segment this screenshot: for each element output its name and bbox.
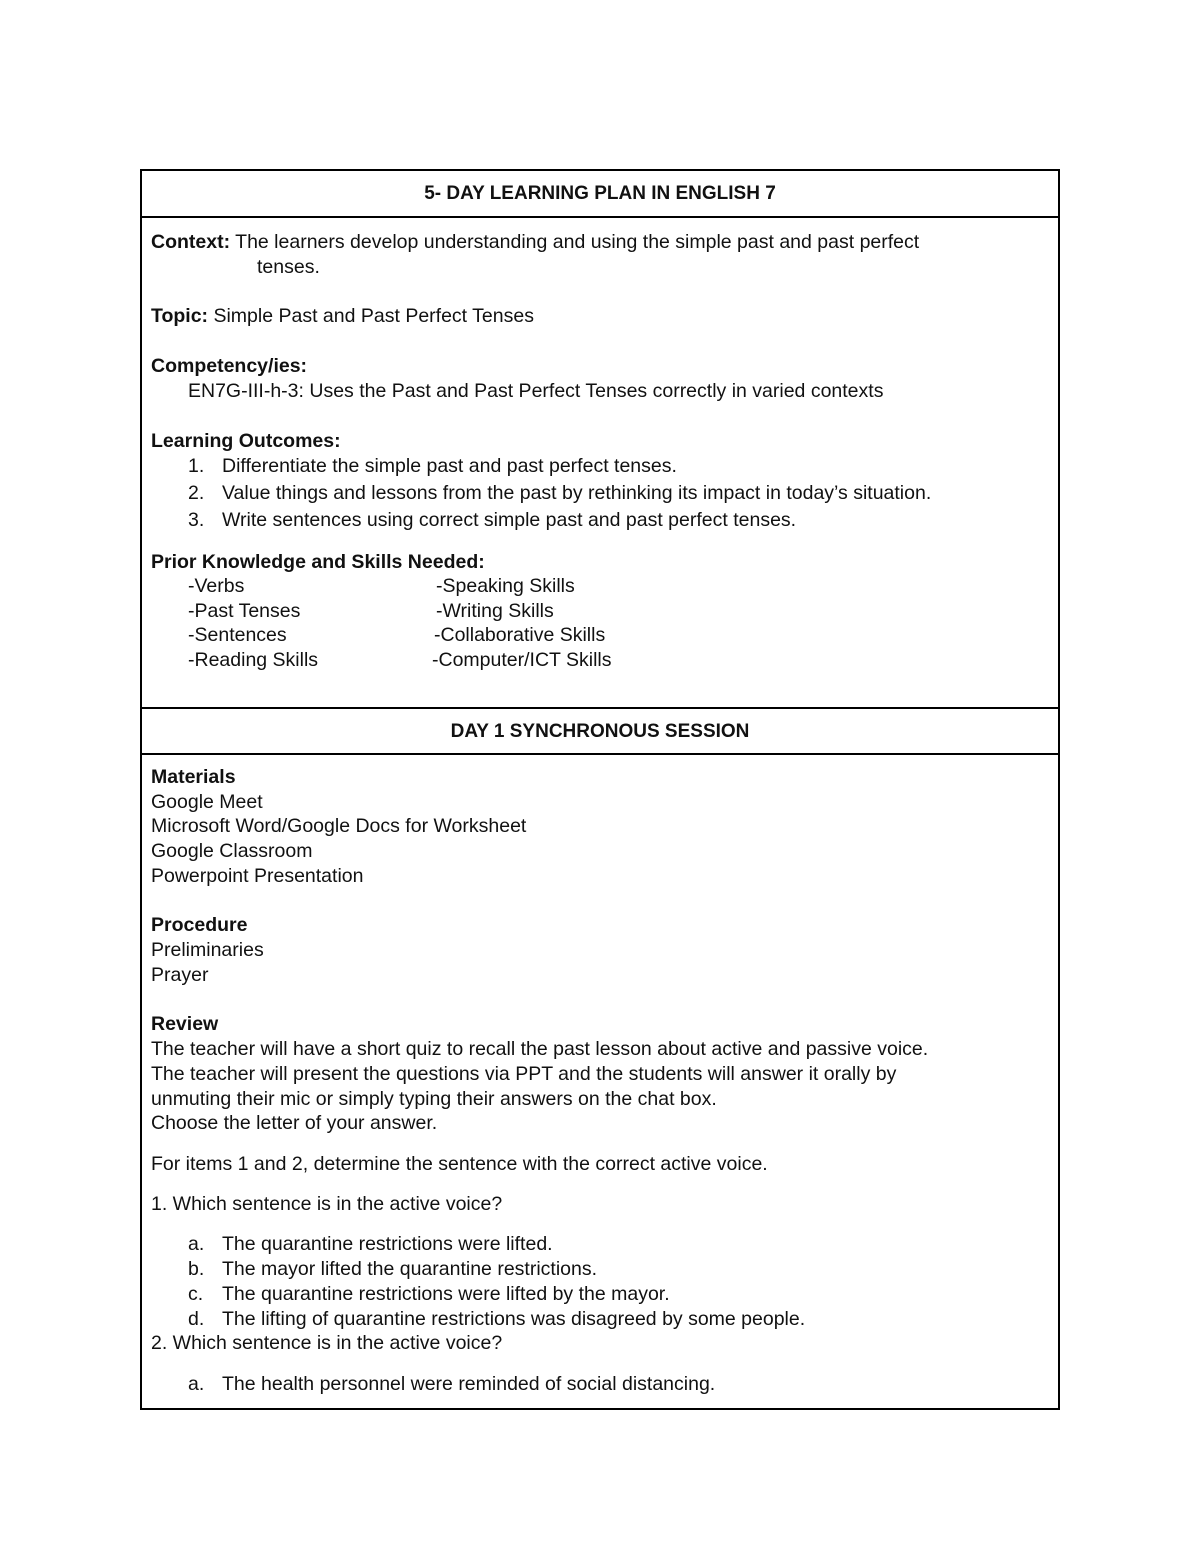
day1-title: DAY 1 SYNCHRONOUS SESSION <box>450 721 750 742</box>
competency-text: EN7G-III-h-3: Uses the Past and Past Perfect Tenses correctly in varied contexts <box>188 380 884 402</box>
quiz-choice <box>188 1282 670 1307</box>
overview-section <box>151 218 1049 708</box>
outcome-text: Differentiate the simple past and past perfect tenses. <box>222 455 677 477</box>
choice-letter: d. <box>188 1308 205 1330</box>
prior-skill-left: -Sentences <box>188 624 287 646</box>
context-text: The learners develop understanding and using the simple past and past perfect <box>235 231 920 253</box>
context-label: Context: <box>151 231 231 253</box>
outcome-number: 1. <box>188 455 205 477</box>
outcome-item <box>188 508 796 533</box>
prior-skill-right: -Computer/ICT Skills <box>432 649 612 671</box>
choice-letter: a. <box>188 1233 205 1255</box>
procedure-item: Preliminaries <box>151 939 264 961</box>
procedure-item: Prayer <box>151 964 209 986</box>
choice-text: The mayor lifted the quarantine restrictions. <box>222 1258 598 1280</box>
context-text-continued: tenses. <box>257 256 320 278</box>
context-line <box>151 230 919 255</box>
day1-section <box>151 755 1049 1405</box>
topic-text: Simple Past and Past Perfect Tenses <box>213 305 534 327</box>
choice-text: The health personnel were reminded of social distancing. <box>222 1373 716 1395</box>
prior-knowledge-label: Prior Knowledge and Skills Needed: <box>151 551 485 573</box>
review-text-line: The teacher will present the questions via PPT and the students will answer it orally by <box>151 1063 897 1085</box>
outcome-number: 2. <box>188 482 205 504</box>
choice-text: The quarantine restrictions were lifted. <box>222 1233 553 1255</box>
quiz-choice <box>188 1232 553 1257</box>
prior-skill-right: -Collaborative Skills <box>434 624 606 646</box>
prior-skill-left: -Verbs <box>188 575 245 597</box>
prior-skill-left: -Past Tenses <box>188 600 301 622</box>
procedure-label: Procedure <box>151 914 248 936</box>
choice-letter: b. <box>188 1258 205 1280</box>
topic-line <box>151 304 534 329</box>
choice-letter: a. <box>188 1373 205 1395</box>
material-item: Google Classroom <box>151 840 313 862</box>
outcome-text: Write sentences using correct simple past and past perfect tenses. <box>222 509 797 531</box>
prior-skill-left: -Reading Skills <box>188 649 319 671</box>
plan-title: 5- DAY LEARNING PLAN IN ENGLISH 7 <box>424 183 776 204</box>
outcome-item <box>188 454 677 479</box>
review-text-line: The teacher will have a short quiz to recall the past lesson about active and passive voice. <box>151 1038 929 1060</box>
outcome-item <box>188 481 931 506</box>
quiz-question: 2. Which sentence is in the active voice? <box>151 1332 503 1354</box>
review-text-line: unmuting their mic or simply typing their answers on the chat box. <box>151 1088 717 1110</box>
material-item: Microsoft Word/Google Docs for Worksheet <box>151 815 527 837</box>
quiz-choice <box>188 1372 715 1397</box>
material-item: Powerpoint Presentation <box>151 865 364 887</box>
materials-label: Materials <box>151 766 236 788</box>
choice-text: The quarantine restrictions were lifted by the mayor. <box>222 1283 670 1305</box>
topic-label: Topic: <box>151 305 209 327</box>
outcome-text: Value things and lessons from the past by rethinking its impact in today’s situation. <box>222 482 932 504</box>
quiz-instruction: For items 1 and 2, determine the sentence with the correct active voice. <box>151 1153 768 1175</box>
prior-skill-right: -Speaking Skills <box>436 575 575 597</box>
material-item: Google Meet <box>151 791 263 813</box>
outcome-number: 3. <box>188 509 205 531</box>
competency-label: Competency/ies: <box>151 355 308 377</box>
prior-skill-right: -Writing Skills <box>436 600 554 622</box>
quiz-question: 1. Which sentence is in the active voice? <box>151 1193 503 1215</box>
choice-text: The lifting of quarantine restrictions was disagreed by some people. <box>222 1308 806 1330</box>
review-text-line: Choose the letter of your answer. <box>151 1112 438 1134</box>
quiz-choice <box>188 1307 805 1332</box>
choice-letter: c. <box>188 1283 204 1305</box>
outcomes-label: Learning Outcomes: <box>151 430 341 452</box>
learning-plan-table <box>140 169 1060 1410</box>
quiz-choice <box>188 1257 597 1282</box>
review-label: Review <box>151 1013 219 1035</box>
